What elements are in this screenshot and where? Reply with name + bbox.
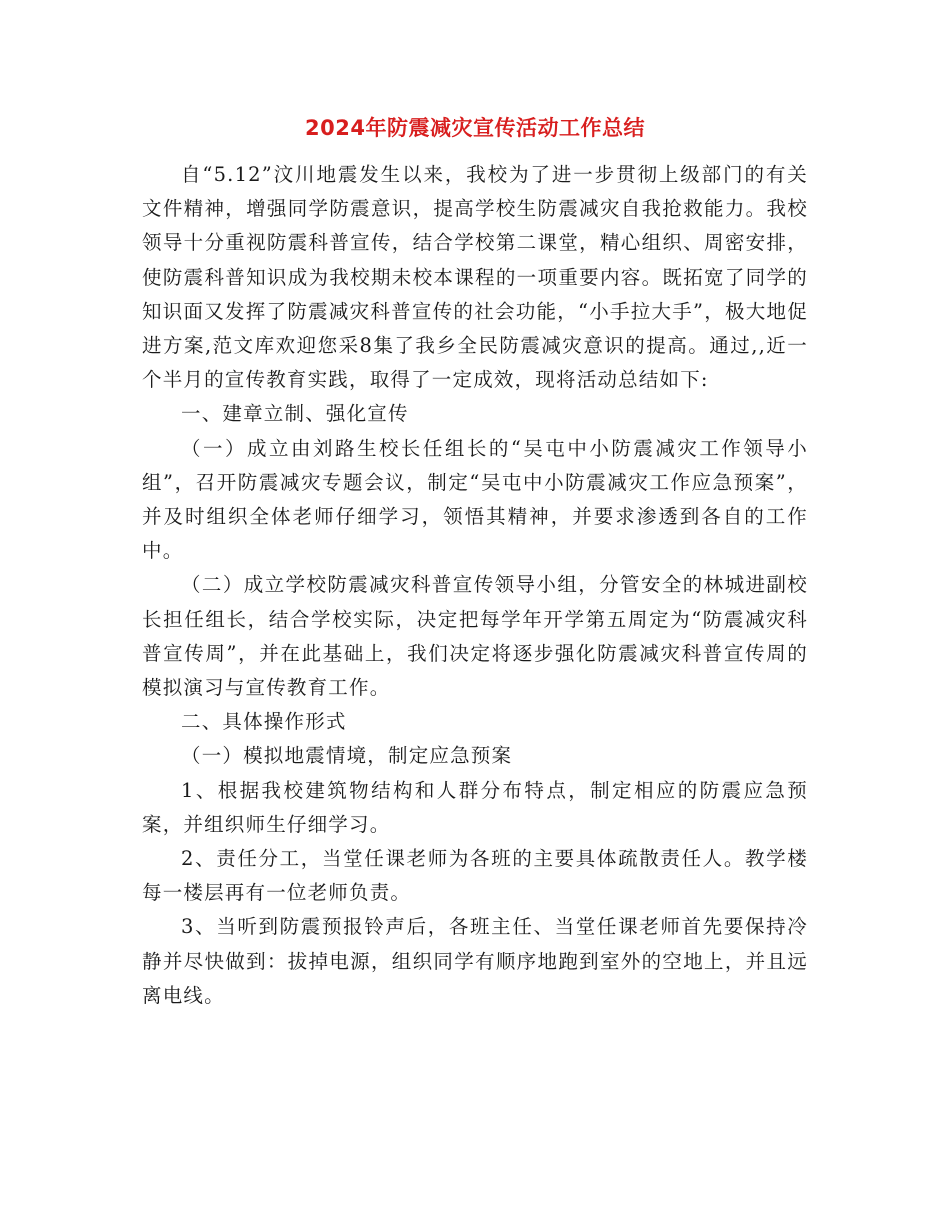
list-item-2: 2、责任分工，当堂任课老师为各班的主要具体疏散责任人。教学楼每一楼层再有一位老师负责。	[142, 847, 808, 905]
paragraph-intro: 自“5.12”汶川地震发生以来，我校为了进一步贯彻上级部门的有关文件精神，增强同学防震意识，提高学校生防震减灾自我抢救能力。我校领导十分重视防震科普宣传，结合学校第二课堂，精心组织、周密安排，使防震科普知识成为我校期未校本课程的一项重要内容。既拓宽了同学的知识面又发挥了防震减灾科普宣传的社会功能，“小手拉大手”，极大地促进方案,范文库欢迎您采8集了我乡全民防震减灾意识的提高。通过,,近一个半月的宣传教育实践，取得了一定成效，现将活动总结如下:	[142, 163, 808, 392]
list-item-3: 3、当听到防震预报铃声后，各班主任、当堂任课老师首先要保持冷静并尽快做到：拔掉电源，组织同学有顺序地跑到室外的空地上，并且远离电线。	[142, 915, 808, 1007]
section-heading-2: 二、具体操作形式	[181, 710, 347, 734]
subsection-heading-2-1: （一）模拟地震情境，制定应急预案	[181, 744, 513, 768]
document-body	[142, 158, 808, 1013]
list-item-1: 1、根据我校建筑物结构和人群分布特点，制定相应的防震应急预案，并组织师生仔细学习。	[142, 778, 808, 836]
section-heading-1: 一、建章立制、强化宣传	[181, 402, 409, 426]
paragraph-1-2: （二）成立学校防震减灾科普宣传领导小组，分管安全的林城进副校长担任组长，结合学校实际，决定把每学年开学第五周定为“防震减灾科普宣传周”，并在此基础上，我们决定将逐步强化防震减灾科普宣传周的模拟演习与宣传教育工作。	[142, 573, 808, 700]
document-title: 2024年防震减灾宣传活动工作总结	[305, 116, 645, 140]
paragraph-1-1: （一）成立由刘路生校长任组长的“吴屯中小防震减灾工作领导小组”，召开防震减灾专题会议，制定“吴屯中小防震减灾工作应急预案”，并及时组织全体老师仔细学习，领悟其精神，并要求渗透到各自的工作中。	[142, 436, 808, 563]
